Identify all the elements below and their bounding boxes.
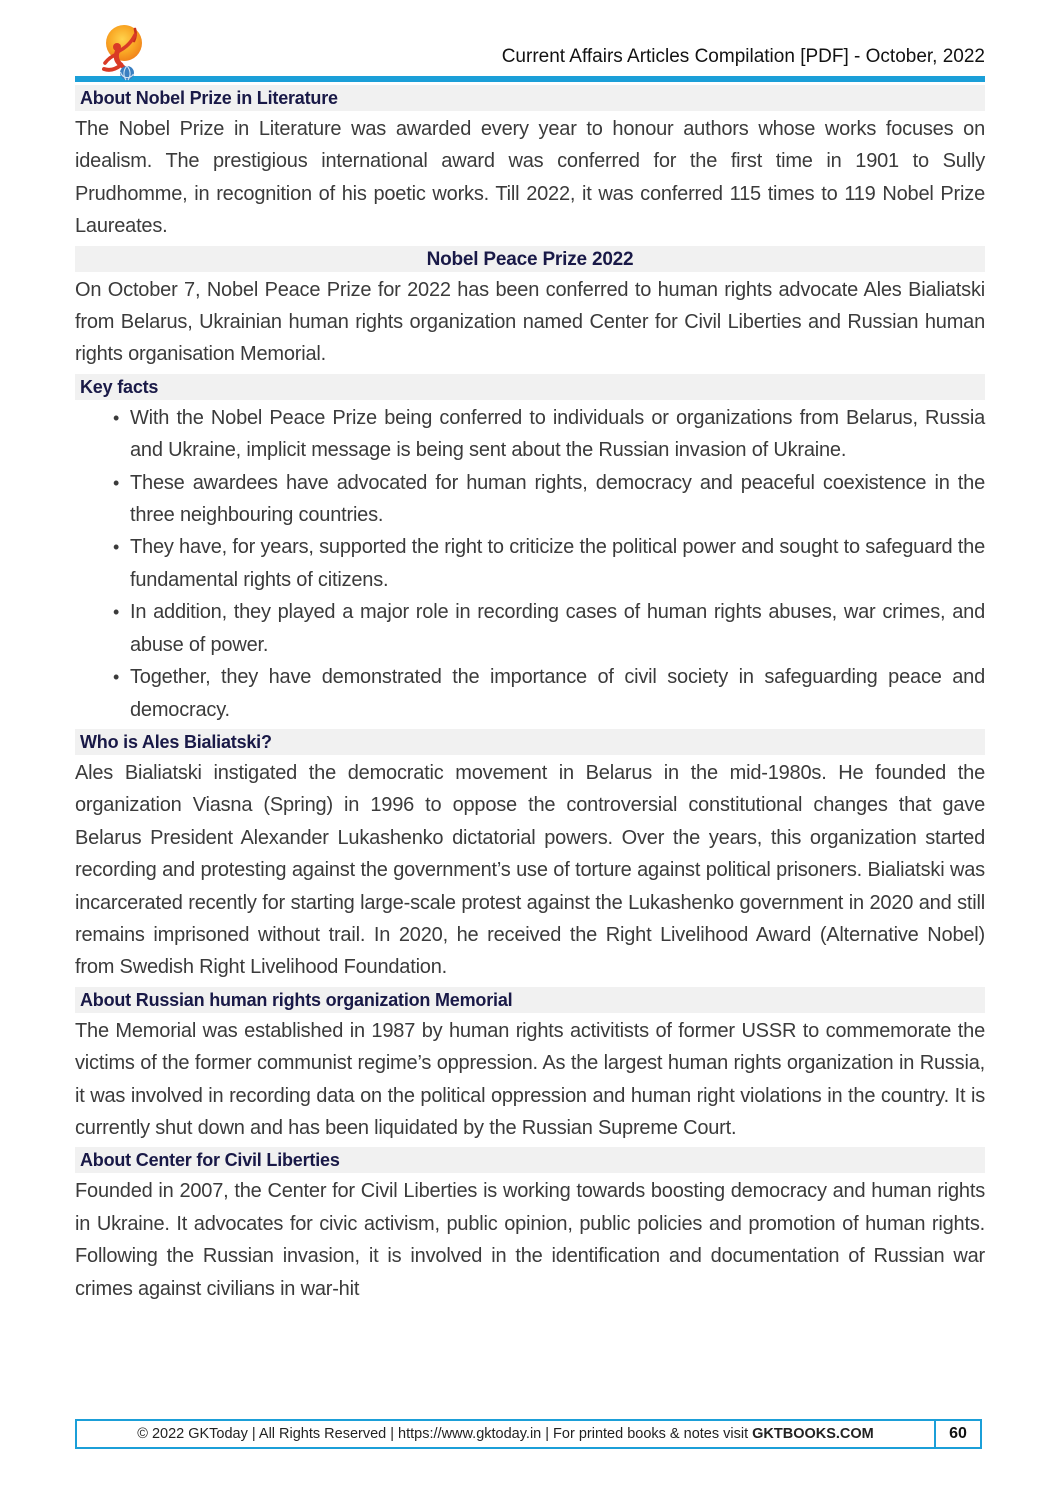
- paragraph-center-for-civil-liberties: Founded in 2007, the Center for Civil Liberties is working towards boosting democracy and human rights in Ukraine. It advocates for civic activism, public opinion, public policies and promotion of human rights. Following the Russian invasion, it is involved in the identification and documentation of Russian war crimes against civilians in war-hit: [75, 1180, 985, 1300]
- key-facts-list: [75, 402, 985, 726]
- section-heading-who-is-ales-bialiatski: Who is Ales Bialiatski?: [75, 729, 985, 755]
- document-title: Current Affairs Articles Compilation [PDF] - October, 2022: [501, 46, 985, 67]
- page-number: 60: [934, 1421, 980, 1447]
- section-heading-center-for-civil-liberties: About Center for Civil Liberties: [75, 1147, 985, 1173]
- footer-text-prefix: © 2022 GKToday | All Rights Reserved | https://www.gktoday.in | For printed books & notes visit: [137, 1426, 749, 1442]
- list-item: • These awardees have advocated for human rights, democracy and peaceful coexistence in the three neighbouring countries.: [130, 467, 985, 532]
- section-heading-memorial: About Russian human rights organization Memorial: [75, 987, 985, 1013]
- list-item: • They have, for years, supported the right to criticize the political power and sought to safeguard the fundamental rights of citizens.: [130, 531, 985, 596]
- section-heading-about-nobel-literature: About Nobel Prize in Literature: [75, 85, 985, 111]
- paragraph-ales-bialiatski: Ales Bialiatski instigated the democratic movement in Belarus in the mid-1980s. He founded the organization Viasna (Spring) in 1996 to oppose the controversial constitutional changes that gave Belarus President Alexander Lukashenko dictatorial powers. Over the years, this organization started recording and protesting against the government’s use of torture against political prisoners. Bialiatski was incarcerated recently for starting large-scale protest against the Lukashenko government in 2020 and still remains imprisoned without trail. In 2020, he received the Right Livelihood Award (Alternative Nobel) from Swedish Right Livelihood Foundation.: [75, 761, 985, 979]
- page-footer: [75, 1419, 982, 1449]
- paragraph-nobel-literature: The Nobel Prize in Literature was awarded every year to honour authors whose works focuses on idealism. The prestigious international award was conferred for the first time in 1901 to Sully Prudhomme, in recognition of his poetic works. Till 2022, it was conferred 115 times to 119 Nobel Prize Laureates.: [75, 118, 985, 238]
- list-item: • Together, they have demonstrated the importance of civil society in safeguarding peace and democracy.: [130, 661, 985, 726]
- page-content: [75, 0, 985, 1308]
- list-item: • With the Nobel Peace Prize being conferred to individuals or organizations from Belarus, Russia and Ukraine, implicit message is being sent about the Russian invasion of Ukraine.: [130, 402, 985, 467]
- section-heading-key-facts: Key facts: [75, 374, 985, 400]
- section-heading-nobel-peace-prize-2022: Nobel Peace Prize 2022: [75, 246, 985, 272]
- page-header: [75, 0, 985, 82]
- footer-copyright-text: [77, 1421, 934, 1447]
- gktoday-logo-icon: [91, 23, 155, 81]
- paragraph-peace-prize-announcement: On October 7, Nobel Peace Prize for 2022 has been conferred to human rights advocate Ales Bialiatski from Belarus, Ukrainian human rights organization named Center for Civil Liberties and Russian human rights organisation Memorial.: [75, 278, 985, 366]
- list-item: • In addition, they played a major role in recording cases of human rights abuses, war crimes, and abuse of power.: [130, 596, 985, 661]
- article-body: [75, 85, 985, 1305]
- footer-site-name: GKTBOOKS.COM: [752, 1426, 874, 1442]
- paragraph-memorial: The Memorial was established in 1987 by human rights activitists of former USSR to commemorate the victims of the former communist regime’s oppression. As the largest human rights organization in Russia, it was involved in recording data on the political oppression and human right violations in the country. It is currently shut down and has been liquidated by the Russian Supreme Court.: [75, 1019, 985, 1139]
